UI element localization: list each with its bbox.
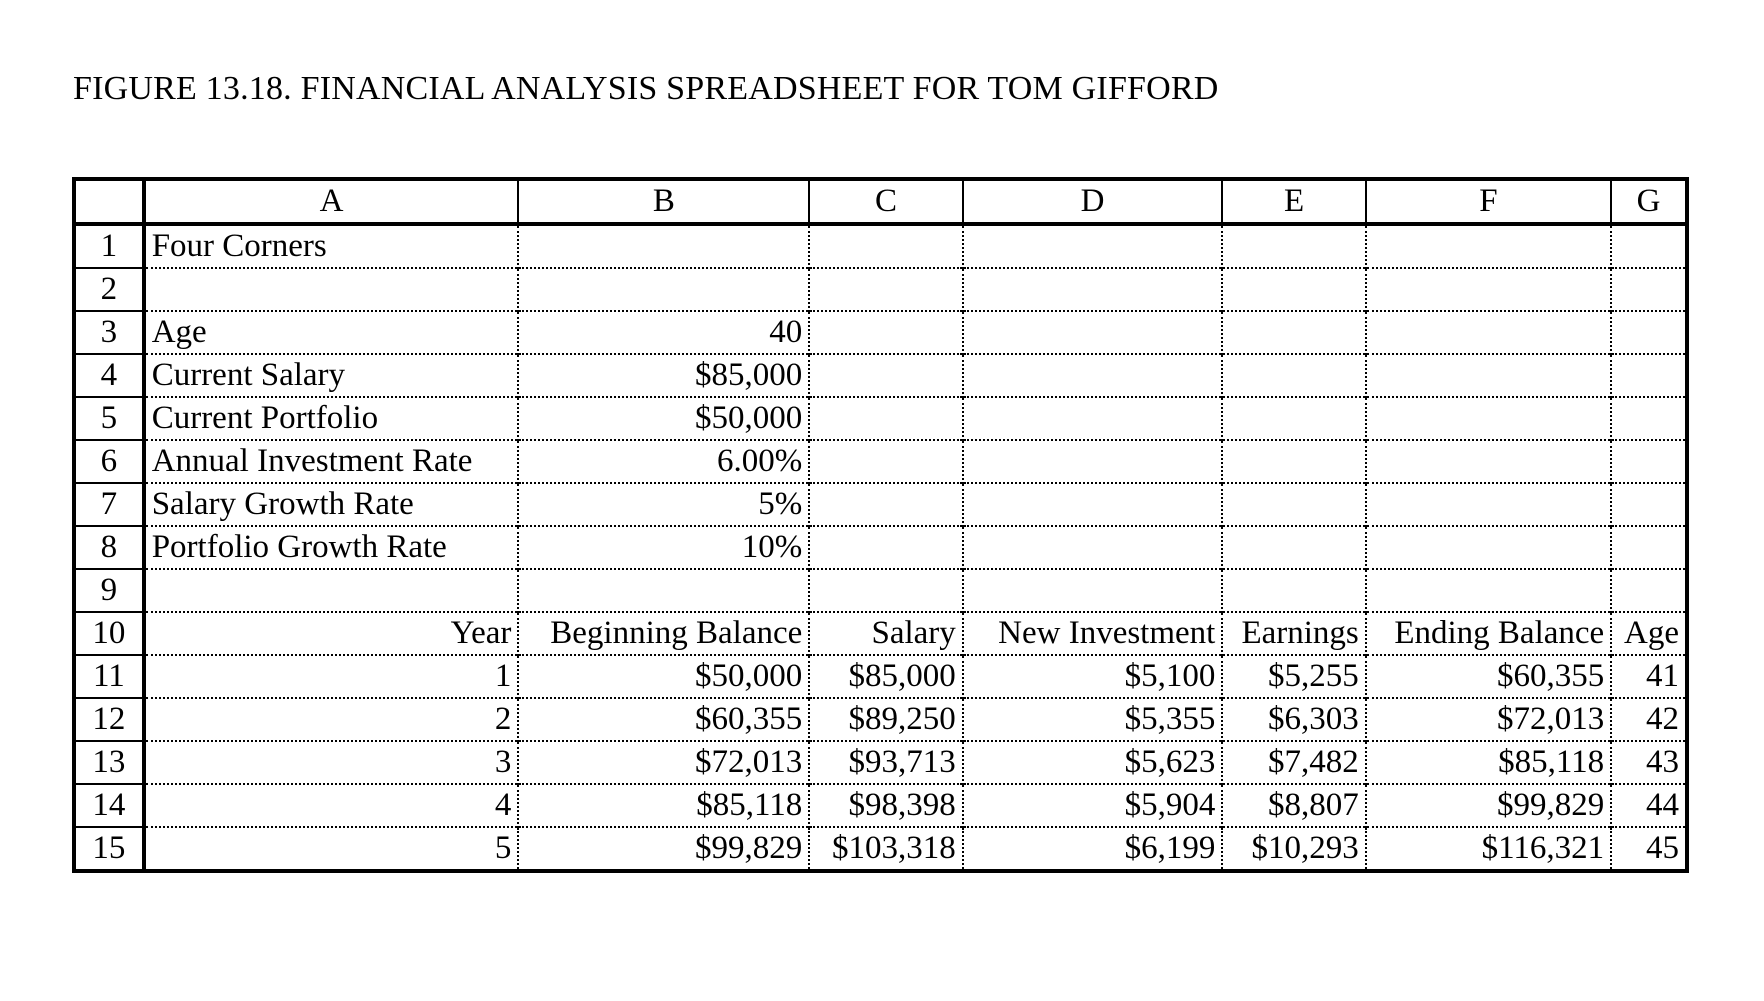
cell-f12[interactable]: $72,013	[1366, 698, 1611, 741]
sheet-row-4	[74, 354, 1687, 397]
column-header-c[interactable]: C	[809, 179, 963, 224]
cell-f10[interactable]: Ending Balance	[1366, 612, 1611, 655]
cell-d10[interactable]: New Investment	[963, 612, 1223, 655]
sheet-row-6	[74, 440, 1687, 483]
cell-d14[interactable]: $5,904	[963, 784, 1223, 827]
cell-f4[interactable]	[1366, 354, 1611, 397]
cell-c13[interactable]: $93,713	[809, 741, 963, 784]
cell-a7[interactable]: Salary Growth Rate	[144, 483, 519, 526]
cell-e1[interactable]	[1222, 224, 1365, 268]
cell-a3[interactable]: Age	[144, 311, 519, 354]
cell-a12[interactable]: 2	[144, 698, 519, 741]
cell-b10[interactable]: Beginning Balance	[518, 612, 809, 655]
cell-g7[interactable]	[1611, 483, 1687, 526]
cell-b13[interactable]: $72,013	[518, 741, 809, 784]
cell-b2[interactable]	[518, 268, 809, 311]
cell-d15[interactable]: $6,199	[963, 827, 1223, 871]
cell-d7[interactable]	[963, 483, 1223, 526]
cell-e14[interactable]: $8,807	[1222, 784, 1365, 827]
sheet-row-12	[74, 698, 1687, 741]
cell-d4[interactable]	[963, 354, 1223, 397]
cell-c14[interactable]: $98,398	[809, 784, 963, 827]
cell-a8[interactable]: Portfolio Growth Rate	[144, 526, 519, 569]
sheet-row-9	[74, 569, 1687, 612]
sheet-row-5	[74, 397, 1687, 440]
cell-b1[interactable]	[518, 224, 809, 268]
cell-b8[interactable]: 10%	[518, 526, 809, 569]
cell-a15[interactable]: 5	[144, 827, 519, 871]
cell-f8[interactable]	[1366, 526, 1611, 569]
cell-f15[interactable]: $116,321	[1366, 827, 1611, 871]
cell-f14[interactable]: $99,829	[1366, 784, 1611, 827]
cell-g1[interactable]	[1611, 224, 1687, 268]
cell-g9[interactable]	[1611, 569, 1687, 612]
cell-d1[interactable]	[963, 224, 1223, 268]
cell-a1[interactable]: Four Corners	[151, 228, 327, 264]
cell-f7[interactable]	[1366, 483, 1611, 526]
column-header-d[interactable]: D	[963, 179, 1223, 224]
sheet-row-3	[74, 311, 1687, 354]
row-header-9[interactable]: 9	[74, 569, 144, 612]
sheet-row-1	[74, 224, 1687, 268]
cell-g5[interactable]	[1611, 397, 1687, 440]
cell-g8[interactable]	[1611, 526, 1687, 569]
cell-b3[interactable]: 40	[518, 311, 809, 354]
column-header-f[interactable]: F	[1366, 179, 1611, 224]
cell-g6[interactable]	[1611, 440, 1687, 483]
cell-a10[interactable]: Year	[144, 612, 519, 655]
row-header-15[interactable]: 15	[74, 827, 144, 871]
cell-e11[interactable]: $5,255	[1222, 655, 1365, 698]
cell-g4[interactable]	[1611, 354, 1687, 397]
column-header-b[interactable]: B	[518, 179, 809, 224]
cell-c1[interactable]	[809, 224, 963, 268]
cell-e15[interactable]: $10,293	[1222, 827, 1365, 871]
cell-c12[interactable]: $89,250	[809, 698, 963, 741]
cell-b15[interactable]: $99,829	[518, 827, 809, 871]
cell-e4[interactable]	[1222, 354, 1365, 397]
cell-d3[interactable]	[963, 311, 1223, 354]
cell-b4[interactable]: $85,000	[518, 354, 809, 397]
row-header-10[interactable]: 10	[74, 612, 144, 655]
column-header-e[interactable]: E	[1222, 179, 1365, 224]
cell-e8[interactable]	[1222, 526, 1365, 569]
cell-d5[interactable]	[963, 397, 1223, 440]
cell-b9[interactable]	[518, 569, 809, 612]
cell-b14[interactable]: $85,118	[518, 784, 809, 827]
cell-g15[interactable]: 45	[1611, 827, 1687, 871]
cell-f6[interactable]	[1366, 440, 1611, 483]
row-header-8[interactable]: 8	[74, 526, 144, 569]
cell-f1[interactable]	[1366, 224, 1611, 268]
row-header-7[interactable]: 7	[74, 483, 144, 526]
cell-d2[interactable]	[963, 268, 1223, 311]
cell-g14[interactable]: 44	[1611, 784, 1687, 827]
cell-c10[interactable]: Salary	[809, 612, 963, 655]
figure-title: FIGURE 13.18. FINANCIAL ANALYSIS SPREADSHEET FOR TOM GIFFORD	[73, 70, 1219, 107]
cell-c8[interactable]	[809, 526, 963, 569]
row-header-1[interactable]: 1	[74, 224, 144, 268]
cell-f2[interactable]	[1366, 268, 1611, 311]
cell-c3[interactable]	[809, 311, 963, 354]
row-header-12[interactable]: 12	[74, 698, 144, 741]
sheet-row-11	[74, 655, 1687, 698]
cell-b5[interactable]: $50,000	[518, 397, 809, 440]
cell-g13[interactable]: 43	[1611, 741, 1687, 784]
cell-a2[interactable]	[144, 268, 519, 311]
cell-d12[interactable]: $5,355	[963, 698, 1223, 741]
cell-g10[interactable]: Age	[1611, 612, 1687, 655]
sheet-row-2	[74, 268, 1687, 311]
cell-a9[interactable]	[144, 569, 519, 612]
sheet-row-14	[74, 784, 1687, 827]
cell-b6[interactable]: 6.00%	[518, 440, 809, 483]
cell-a6[interactable]: Annual Investment Rate	[144, 440, 519, 483]
row-header-6[interactable]: 6	[74, 440, 144, 483]
cell-c2[interactable]	[809, 268, 963, 311]
cell-b7[interactable]: 5%	[518, 483, 809, 526]
cell-b12[interactable]: $60,355	[518, 698, 809, 741]
cell-c15[interactable]: $103,318	[809, 827, 963, 871]
row-header-13[interactable]: 13	[74, 741, 144, 784]
sheet-row-8	[74, 526, 1687, 569]
cell-e7[interactable]	[1222, 483, 1365, 526]
spreadsheet	[72, 177, 1689, 873]
row-header-14[interactable]: 14	[74, 784, 144, 827]
cell-d11[interactable]: $5,100	[963, 655, 1223, 698]
column-header-row	[74, 179, 1687, 224]
cell-e5[interactable]	[1222, 397, 1365, 440]
sheet-row-10	[74, 612, 1687, 655]
row-header-11[interactable]: 11	[74, 655, 144, 698]
cell-e12[interactable]: $6,303	[1222, 698, 1365, 741]
cell-g2[interactable]	[1611, 268, 1687, 311]
cell-e10[interactable]: Earnings	[1222, 612, 1365, 655]
cell-e6[interactable]	[1222, 440, 1365, 483]
column-header-g[interactable]: G	[1611, 179, 1687, 224]
cell-a4[interactable]: Current Salary	[144, 354, 519, 397]
cell-b11[interactable]: $50,000	[518, 655, 809, 698]
cell-c9[interactable]	[809, 569, 963, 612]
cell-e9[interactable]	[1222, 569, 1365, 612]
cell-f9[interactable]	[1366, 569, 1611, 612]
cell-g3[interactable]	[1611, 311, 1687, 354]
cell-c5[interactable]	[809, 397, 963, 440]
row-header-3[interactable]: 3	[74, 311, 144, 354]
sheet-row-7	[74, 483, 1687, 526]
cell-a14[interactable]: 4	[144, 784, 519, 827]
cell-e3[interactable]	[1222, 311, 1365, 354]
cell-c6[interactable]	[809, 440, 963, 483]
cell-g12[interactable]: 42	[1611, 698, 1687, 741]
row-header-4[interactable]: 4	[74, 354, 144, 397]
cell-c4[interactable]	[809, 354, 963, 397]
sheet-row-15	[74, 827, 1687, 871]
corner-cell[interactable]	[74, 179, 144, 224]
cell-f11[interactable]: $60,355	[1366, 655, 1611, 698]
cell-e13[interactable]: $7,482	[1222, 741, 1365, 784]
cell-a5[interactable]: Current Portfolio	[144, 397, 519, 440]
cell-d13[interactable]: $5,623	[963, 741, 1223, 784]
row-header-5[interactable]: 5	[74, 397, 144, 440]
sheet-row-13	[74, 741, 1687, 784]
cell-g11[interactable]: 41	[1611, 655, 1687, 698]
cell-d8[interactable]	[963, 526, 1223, 569]
cell-c7[interactable]	[809, 483, 963, 526]
cell-e2[interactable]	[1222, 268, 1365, 311]
cell-f13[interactable]: $85,118	[1366, 741, 1611, 784]
cell-f5[interactable]	[1366, 397, 1611, 440]
cell-f3[interactable]	[1366, 311, 1611, 354]
cell-c11[interactable]: $85,000	[809, 655, 963, 698]
cell-a13[interactable]: 3	[144, 741, 519, 784]
column-header-a[interactable]: A	[144, 179, 519, 224]
cell-a11[interactable]: 1	[144, 655, 519, 698]
cell-d9[interactable]	[963, 569, 1223, 612]
row-header-2[interactable]: 2	[74, 268, 144, 311]
cell-d6[interactable]	[963, 440, 1223, 483]
